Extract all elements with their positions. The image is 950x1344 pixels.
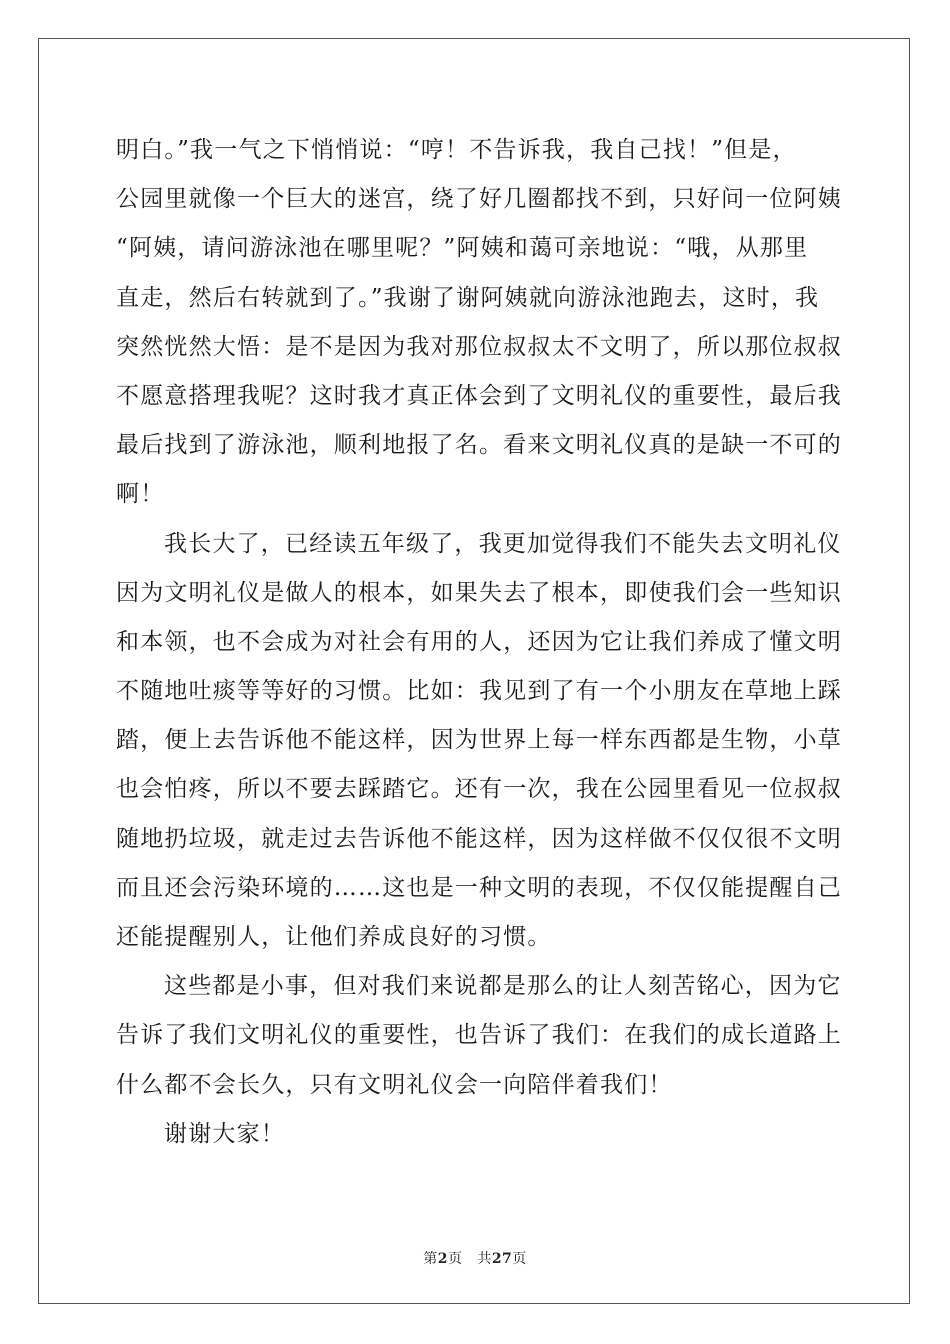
document-body xyxy=(116,126,842,1159)
text-line: 突然恍然大悟：是不是因为我对那位叔叔太不文明了，所以那位叔叔 xyxy=(116,333,842,360)
text-line: 不随地吐痰等等好的习惯。比如：我见到了有一个小朋友在草地上踩 xyxy=(116,678,842,705)
total-pages: 27 xyxy=(491,1251,513,1267)
paragraph-start-line: 我长大了，已经读五年级了，我更加觉得我们不能失去文明礼仪 xyxy=(164,530,842,557)
text-line: “阿姨，请问游泳池在哪里呢？”阿姨和蔼可亲地说：“哦，从那里 xyxy=(116,235,809,262)
text-line: 也会怕疼，所以不要去踩踏它。还有一次，我在公园里看见一位叔叔 xyxy=(116,776,842,803)
page-footer xyxy=(0,1248,950,1268)
text-line: 随地扔垃圾，就走过去告诉他不能这样，因为这样做不仅仅很不文明 xyxy=(116,825,842,852)
text-line: 告诉了我们文明礼仪的重要性，也告诉了我们：在我们的成长道路上 xyxy=(116,1022,842,1049)
text-line: 最后找到了游泳池，顺利地报了名。看来文明礼仪真的是缺一不可的 xyxy=(116,432,842,459)
text-line: 还能提醒别人，让他们养成良好的习惯。 xyxy=(116,924,552,950)
text-line: 啊！ xyxy=(116,481,165,508)
text-line: 公园里就像一个巨大的迷宫，绕了好几圈都找不到，只好问一位阿姨 xyxy=(116,186,842,213)
text-line: 直走，然后右转就到了。”我谢了谢阿姨就向游泳池跑去，这时，我 xyxy=(116,284,820,311)
page-number: 2 xyxy=(437,1251,448,1267)
text-line: 和本领，也不会成为对社会有用的人，还因为它让我们养成了懂文明 xyxy=(116,628,842,655)
footer-page-unit: 页 xyxy=(447,1251,463,1267)
text-line: 因为文明礼仪是做人的根本，如果失去了根本，即使我们会一些知识 xyxy=(116,579,842,606)
closing-line: 谢谢大家！ xyxy=(164,1120,285,1147)
text-line: 而且还会污染环境的……这也是一种文明的表现，不仅仅能提醒自己 xyxy=(116,874,842,901)
footer-total-prefix: 共 xyxy=(477,1251,492,1267)
paragraph-start-line: 这些都是小事，但对我们来说都是那么的让人刻苦铭心，因为它 xyxy=(164,973,842,1000)
footer-prefix: 第 xyxy=(423,1251,438,1267)
text-line: 明白。”我一气之下悄悄说：“哼！不告诉我，我自己找！”但是， xyxy=(116,137,797,163)
text-line: 踏，便上去告诉他不能这样，因为世界上每一样东西都是生物，小草 xyxy=(116,727,842,754)
text-line: 不愿意搭理我呢？这时我才真正体会到了文明礼仪的重要性，最后我 xyxy=(116,382,842,409)
footer-total-unit: 页 xyxy=(512,1251,527,1267)
text-line: 什么都不会长久，只有文明礼仪会一向陪伴着我们！ xyxy=(116,1071,673,1098)
